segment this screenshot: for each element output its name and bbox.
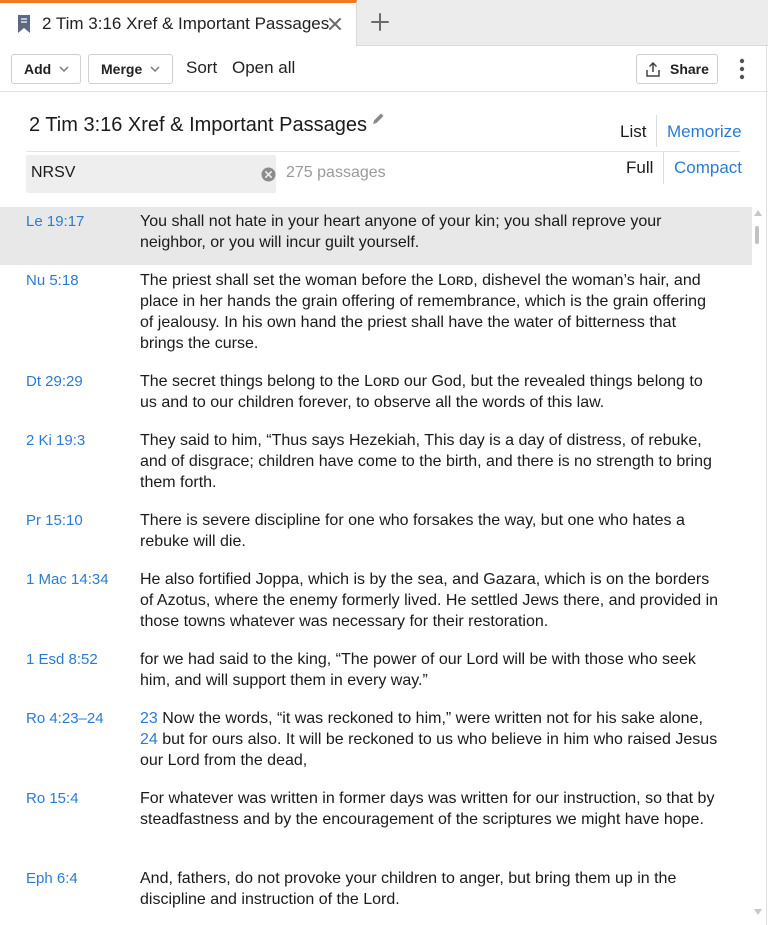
passage-text: For whatever was written in former days was written for our instruction, so that by steadfastness and by the encouragement of the scriptures we might have hope. xyxy=(140,790,715,828)
list-item[interactable] xyxy=(0,266,752,366)
passage-reference[interactable]: 1 Esd 8:52 xyxy=(26,651,98,668)
scrollbar-thumb[interactable] xyxy=(755,226,759,244)
share-icon xyxy=(646,62,660,77)
passage-reference[interactable]: 2 Ki 19:3 xyxy=(26,432,86,449)
tab-active[interactable] xyxy=(0,0,357,46)
chevron-down-icon xyxy=(59,66,69,72)
divider xyxy=(656,115,657,147)
passage-count: 275 passages xyxy=(286,164,386,181)
verse-text: but for ours also. It will be reckoned to us who believe in him who raised Jesus our Lord from the dead, xyxy=(140,731,718,769)
passage-text xyxy=(140,708,720,771)
passage-reference[interactable]: Pr 15:10 xyxy=(26,512,83,529)
page-title: 2 Tim 3:16 Xref & Important Passages xyxy=(29,114,367,136)
passage-reference[interactable]: Ro 15:4 xyxy=(26,790,79,807)
view-memorize-tab[interactable]: Memorize xyxy=(667,122,742,141)
list-item[interactable] xyxy=(0,426,752,506)
list-item[interactable] xyxy=(0,207,752,265)
passage-text: And, fathers, do not provoke your children to anger, but bring them up in the discipline and instruction of the Lord. xyxy=(140,870,677,908)
list-item[interactable] xyxy=(0,704,752,784)
version-input[interactable] xyxy=(26,155,276,193)
verse-number[interactable]: 23 xyxy=(140,710,158,727)
format-compact-tab[interactable]: Compact xyxy=(674,158,743,177)
passage-reference[interactable]: 1 Mac 14:34 xyxy=(26,571,109,588)
passage-reference[interactable]: Le 19:17 xyxy=(26,213,85,230)
passage-text: They said to him, “Thus says Hezekiah, This day is a day of distress, of rebuke, and of disgrace; children have come to the birth, and there is no strength to bring them forth. xyxy=(140,432,712,491)
version-value: NRSV xyxy=(31,164,76,181)
more-vertical-icon[interactable] xyxy=(737,58,747,80)
passage-reference[interactable]: Eph 6:4 xyxy=(26,870,78,887)
toolbar xyxy=(0,46,768,92)
list-item[interactable] xyxy=(0,506,752,564)
scrollbar[interactable] xyxy=(752,207,764,919)
header-divider xyxy=(26,151,740,152)
view-list-tab[interactable]: List xyxy=(620,122,647,141)
list-item[interactable] xyxy=(0,367,752,425)
add-button-label: Add xyxy=(24,61,52,77)
verse-number[interactable]: 24 xyxy=(140,731,158,748)
passage-text: for we had said to the king, “The power of our Lord will be with those who seek him, and will support them in every way.” xyxy=(140,651,696,689)
share-button-label: Share xyxy=(670,61,709,77)
passage-text: The secret things belong to the Lᴏʀᴅ our God, but the revealed things belong to us and to our children forever, to observe all the words of this law. xyxy=(140,373,703,411)
list-item[interactable] xyxy=(0,784,752,864)
passage-text: You shall not hate in your heart anyone of your kin; you shall reprove your neighbor, or you will incur guilt yourself. xyxy=(140,213,662,251)
tab-strip xyxy=(0,0,768,46)
clear-icon[interactable] xyxy=(261,167,276,182)
list-item[interactable] xyxy=(0,565,752,645)
pencil-icon[interactable] xyxy=(371,112,385,126)
passage-reference[interactable]: Ro 4:23–24 xyxy=(26,710,104,727)
tab-title: 2 Tim 3:16 Xref & Important Passages xyxy=(42,14,330,33)
list-item[interactable] xyxy=(0,864,752,922)
passage-text: He also fortified Joppa, which is by the sea, and Gazara, which is on the borders of Azotus, where the enemy formerly lived. He settled Jews there, and provided in those towns whatever was necessary for their restoration. xyxy=(140,571,719,630)
add-button[interactable] xyxy=(11,54,81,84)
passage-text: The priest shall set the woman before the Lᴏʀᴅ, dishevel the woman’s hair, and place in her hands the grain offering of remembrance, which is the grain offering of jealousy. In his own hand the priest shall have the water of bitterness that brings the curse. xyxy=(140,272,706,352)
format-full-tab[interactable]: Full xyxy=(626,158,654,177)
share-button[interactable] xyxy=(636,54,718,84)
chevron-down-icon xyxy=(150,66,160,72)
merge-button-label: Merge xyxy=(101,61,143,77)
open-all-button[interactable]: Open all xyxy=(232,58,296,77)
list-item[interactable] xyxy=(0,645,752,703)
sort-button[interactable]: Sort xyxy=(186,58,218,77)
merge-button[interactable] xyxy=(88,54,173,84)
close-icon[interactable] xyxy=(327,16,343,32)
scroll-down-arrow-icon[interactable] xyxy=(754,909,762,915)
passage-reference[interactable]: Dt 29:29 xyxy=(26,373,83,390)
passage-reference[interactable]: Nu 5:18 xyxy=(26,272,79,289)
bookmark-icon xyxy=(17,14,31,34)
verse-text: Now the words, “it was reckoned to him,” were written not for his sake alone, xyxy=(157,710,703,727)
scroll-up-arrow-icon[interactable] xyxy=(754,210,762,216)
window-border xyxy=(766,46,767,925)
plus-icon[interactable] xyxy=(370,12,390,32)
divider xyxy=(663,152,664,184)
passage-text: There is severe discipline for one who forsakes the way, but one who hates a rebuke will die. xyxy=(140,512,685,550)
passage-list xyxy=(0,207,768,925)
